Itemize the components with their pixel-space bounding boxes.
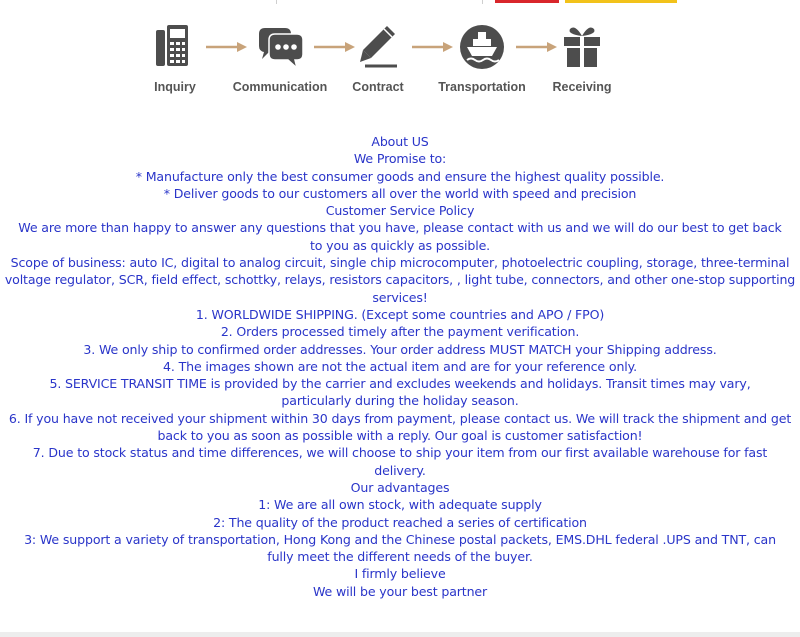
red-banner-edge	[495, 0, 559, 3]
order-process-steps	[0, 22, 800, 102]
pen-icon	[353, 22, 403, 72]
step-label: Transportation	[438, 80, 526, 94]
step-label: Inquiry	[154, 80, 196, 94]
step-receiving	[522, 22, 642, 94]
policy-item: 1. WORLDWIDE SHIPPING. (Except some countries and APO / FPO)	[195, 306, 605, 322]
bottom-divider	[0, 632, 800, 637]
advantage-item: 2: The quality of the product reached a series of certification	[213, 514, 587, 530]
top-strip	[0, 0, 800, 4]
text-line: We Promise to:	[353, 151, 447, 167]
advantage-item: 3: We support a variety of transportation, Hong Kong and the Chinese postal packets, EMS.DHL federal .UPS and TNT, can fully meet the different needs of the buyer.	[24, 531, 776, 565]
divider	[482, 0, 483, 4]
step-inquiry	[115, 22, 235, 94]
step-label: Contract	[352, 80, 404, 94]
policy-item: 6. If you have not received your shipment within 30 days from payment, please contact us. We will track the shipment and get back to you as soon as possible with a reply. Our goal is customer satisfaction!	[8, 410, 792, 444]
section-heading: Customer Service Policy	[325, 203, 475, 219]
step-label: Communication	[232, 80, 328, 94]
section-heading: About US	[371, 134, 429, 149]
section-heading: Our advantages	[350, 479, 450, 495]
text-paragraph: We are more than happy to answer any questions that you have, please contact with us and we will do our best to get back to you as quickly as possible.	[18, 220, 782, 253]
step-contract	[318, 22, 438, 94]
text-line: We will be your best partner	[312, 583, 488, 599]
ship-icon	[457, 22, 507, 72]
step-label: Receiving	[552, 80, 612, 94]
text-paragraph: Scope of business: auto IC, digital to analog circuit, single chip microcomputer, photoelectric coupling, storage, three-terminal voltage regulator, SCR, field effect, schottky, relays, resistors capacitors, , light tube, connectors, and other one-stop supporting services!	[4, 255, 796, 305]
policy-item: 4. The images shown are not the actual item and are for your reference only.	[163, 358, 637, 374]
text-line: * Deliver goods to our customers all over the world with speed and precision	[163, 185, 637, 201]
policy-item: 2. Orders processed timely after the payment verification.	[220, 324, 580, 340]
phone-icon	[150, 22, 200, 72]
about-us-text	[0, 133, 800, 600]
text-line: * Manufacture only the best consumer goods and ensure the highest quality possible.	[135, 168, 665, 184]
gift-icon	[557, 22, 607, 72]
policy-item: 3. We only ship to confirmed order addresses. Your order address MUST MATCH your Shipping address.	[83, 341, 717, 357]
yellow-banner-edge	[565, 0, 677, 3]
chat-bubble-icon	[252, 22, 308, 72]
text-line: I firmly believe	[354, 566, 446, 582]
advantage-item: 1: We are all own stock, with adequate supply	[258, 497, 542, 513]
policy-item: 5. SERVICE TRANSIT TIME is provided by the carrier and excludes weekends and holidays. Transit times may vary, particularly during the holiday season.	[49, 376, 751, 409]
divider	[276, 0, 277, 4]
policy-item: 7. Due to stock status and time differences, we will choose to ship your item from our first available warehouse for fast delivery.	[32, 445, 768, 478]
